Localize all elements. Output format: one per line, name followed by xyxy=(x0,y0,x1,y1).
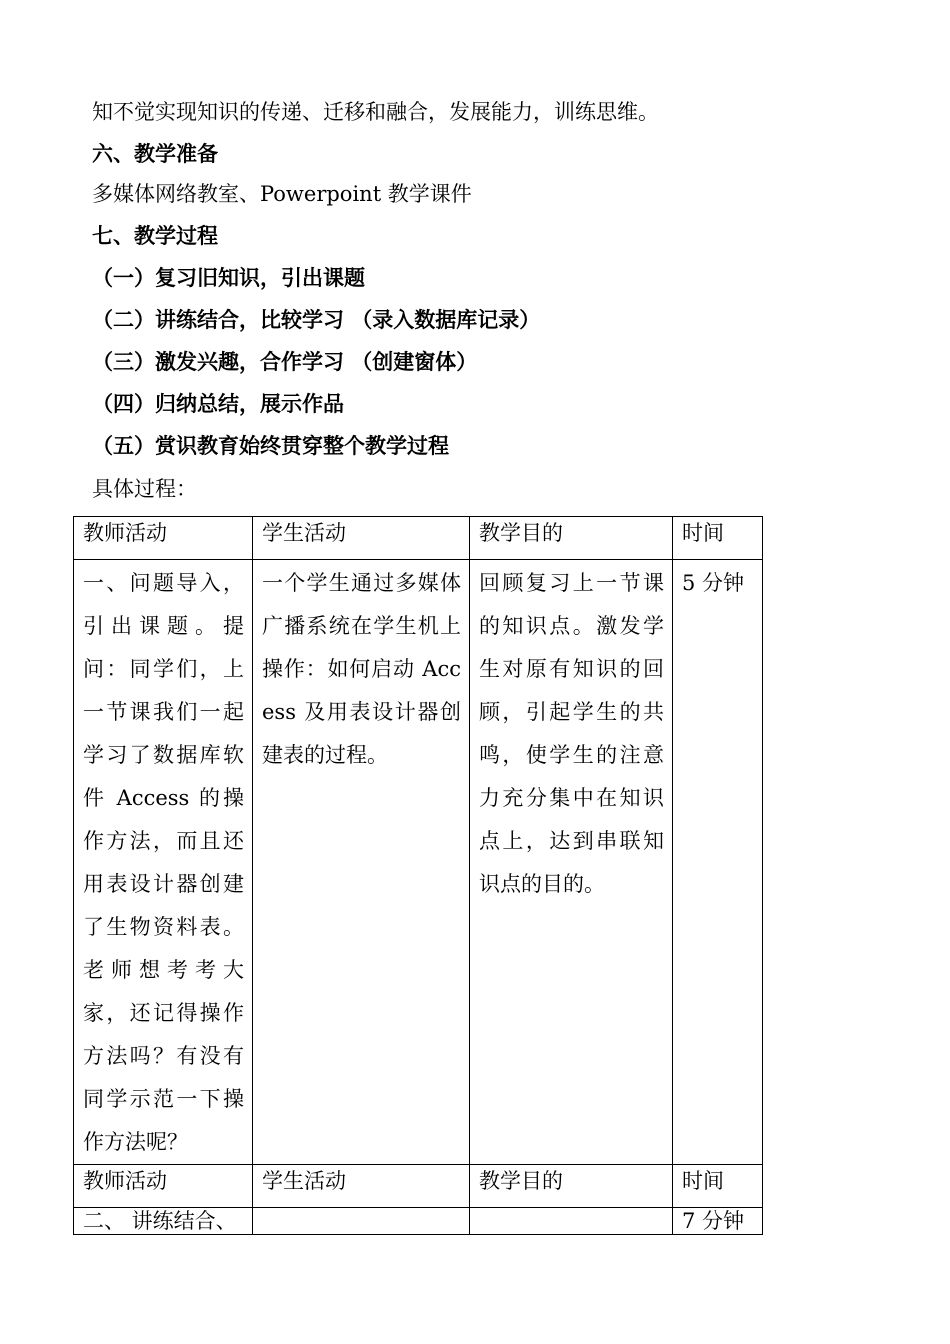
header-cell-student: 学生活动 xyxy=(253,1165,470,1208)
paragraph-text: 知不觉实现知识的传递、迁移和融合，发展能力，训练思维。 xyxy=(92,100,659,124)
process-table xyxy=(73,516,763,1235)
header-cell-time: 时间 xyxy=(673,517,763,560)
header-cell-time: 时间 xyxy=(673,1165,763,1208)
header-cell-teacher: 教师活动 xyxy=(74,1165,253,1208)
table-header-row xyxy=(74,1165,763,1208)
cell-teaching-purpose xyxy=(470,1208,673,1235)
subsection-heading: （五）赏识教育始终贯穿整个教学过程 xyxy=(92,434,449,458)
header-cell-student: 学生活动 xyxy=(253,517,470,560)
table-row xyxy=(74,560,763,1165)
section-heading-preparation: 六、教学准备 xyxy=(92,142,218,166)
section-heading-process: 七、教学过程 xyxy=(92,224,218,248)
subsection-heading: （四）归纳总结，展示作品 xyxy=(92,392,344,416)
cell-teacher-activity: 一、问题导入，引出课题。提问：同学们，上一节课我们一起学习了数据库软件 Access 的操作方法，而且还用表设计器创建了生物资料表。老师想考考大家，还记得操作方法吗？有没有同学示范一下操作方法呢？ xyxy=(74,560,253,1165)
cell-time: 5 分钟 xyxy=(673,560,763,1165)
header-cell-teacher: 教师活动 xyxy=(74,517,253,560)
cell-student-activity xyxy=(253,1208,470,1235)
subsection-heading: （三）激发兴趣，合作学习 （创建窗体） xyxy=(92,350,478,374)
cell-teaching-purpose: 回顾复习上一节课的知识点。激发学生对原有知识的回顾，引起学生的共鸣，使学生的注意力充分集中在知识点上，达到串联知识点的目的。 xyxy=(470,560,673,1165)
header-cell-purpose: 教学目的 xyxy=(470,1165,673,1208)
table-header-row xyxy=(74,517,763,560)
table-row xyxy=(74,1208,763,1235)
cell-time: 7 分钟 xyxy=(673,1208,763,1235)
subsection-heading: （二）讲练结合，比较学习 （录入数据库记录） xyxy=(92,308,541,332)
paragraph-text: 具体过程： xyxy=(92,477,197,501)
header-cell-purpose: 教学目的 xyxy=(470,517,673,560)
subsection-heading: （一）复习旧知识，引出课题 xyxy=(92,266,365,290)
cell-student-activity: 一个学生通过多媒体广播系统在学生机上操作：如何启动 Access 及用表设计器创建表的过程。 xyxy=(253,560,470,1165)
paragraph-text: 多媒体网络教室、Powerpoint 教学课件 xyxy=(92,182,472,206)
cell-teacher-activity: 二、 讲练结合、 xyxy=(74,1208,253,1235)
